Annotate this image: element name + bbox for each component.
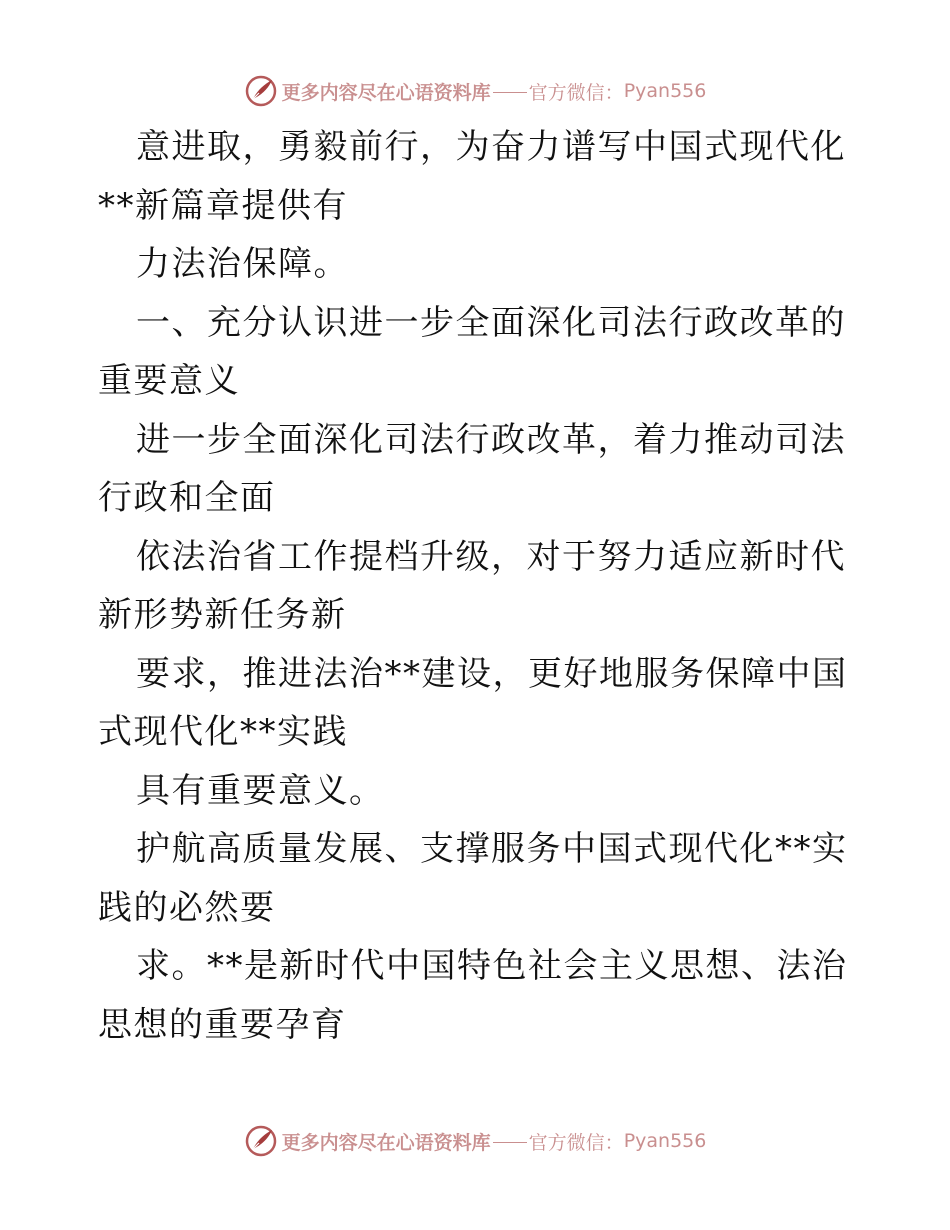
header-banner (0, 71, 950, 111)
footer-banner (0, 1121, 950, 1161)
banner-brand-text: 更多内容尽在心语资料库 (281, 1131, 491, 1154)
paragraph: 护航高质量发展、支撑服务中国式现代化**实践的必然要 (98, 829, 848, 928)
paragraph: 意进取，勇毅前行，为奋力谱写中国式现代化**新篇章提供有 (98, 127, 846, 226)
paragraph: 依法治省工作提档升级，对于努力适应新时代新形势新任务新 (98, 536, 846, 635)
quill-pen-logo-icon (244, 1124, 278, 1158)
banner-dash (493, 1142, 527, 1143)
banner-wechat-id: Pyan556 (623, 80, 707, 102)
banner-wechat-label: 官方微信： (528, 1131, 624, 1154)
paragraph: 要求，推进法治**建设，更好地服务保障中国式现代化**实践 (98, 653, 848, 752)
document-body (98, 118, 852, 1054)
paragraph: 求。**是新时代中国特色社会主义思想、法治思想的重要孕育 (98, 946, 848, 1045)
banner-brand-text: 更多内容尽在心语资料库 (281, 81, 491, 104)
banner-dash (493, 92, 527, 93)
paragraph: 具有重要意义。 (136, 770, 385, 811)
banner-wechat-id: Pyan556 (623, 1130, 707, 1152)
section-heading: 一、充分认识进一步全面深化司法行政改革的重要意义 (98, 302, 846, 401)
quill-pen-logo-icon (244, 74, 278, 108)
paragraph: 进一步全面深化司法行政改革，着力推动司法行政和全面 (98, 419, 846, 518)
paragraph: 力法治保障。 (136, 244, 349, 284)
banner-wechat-label: 官方微信： (528, 81, 624, 104)
